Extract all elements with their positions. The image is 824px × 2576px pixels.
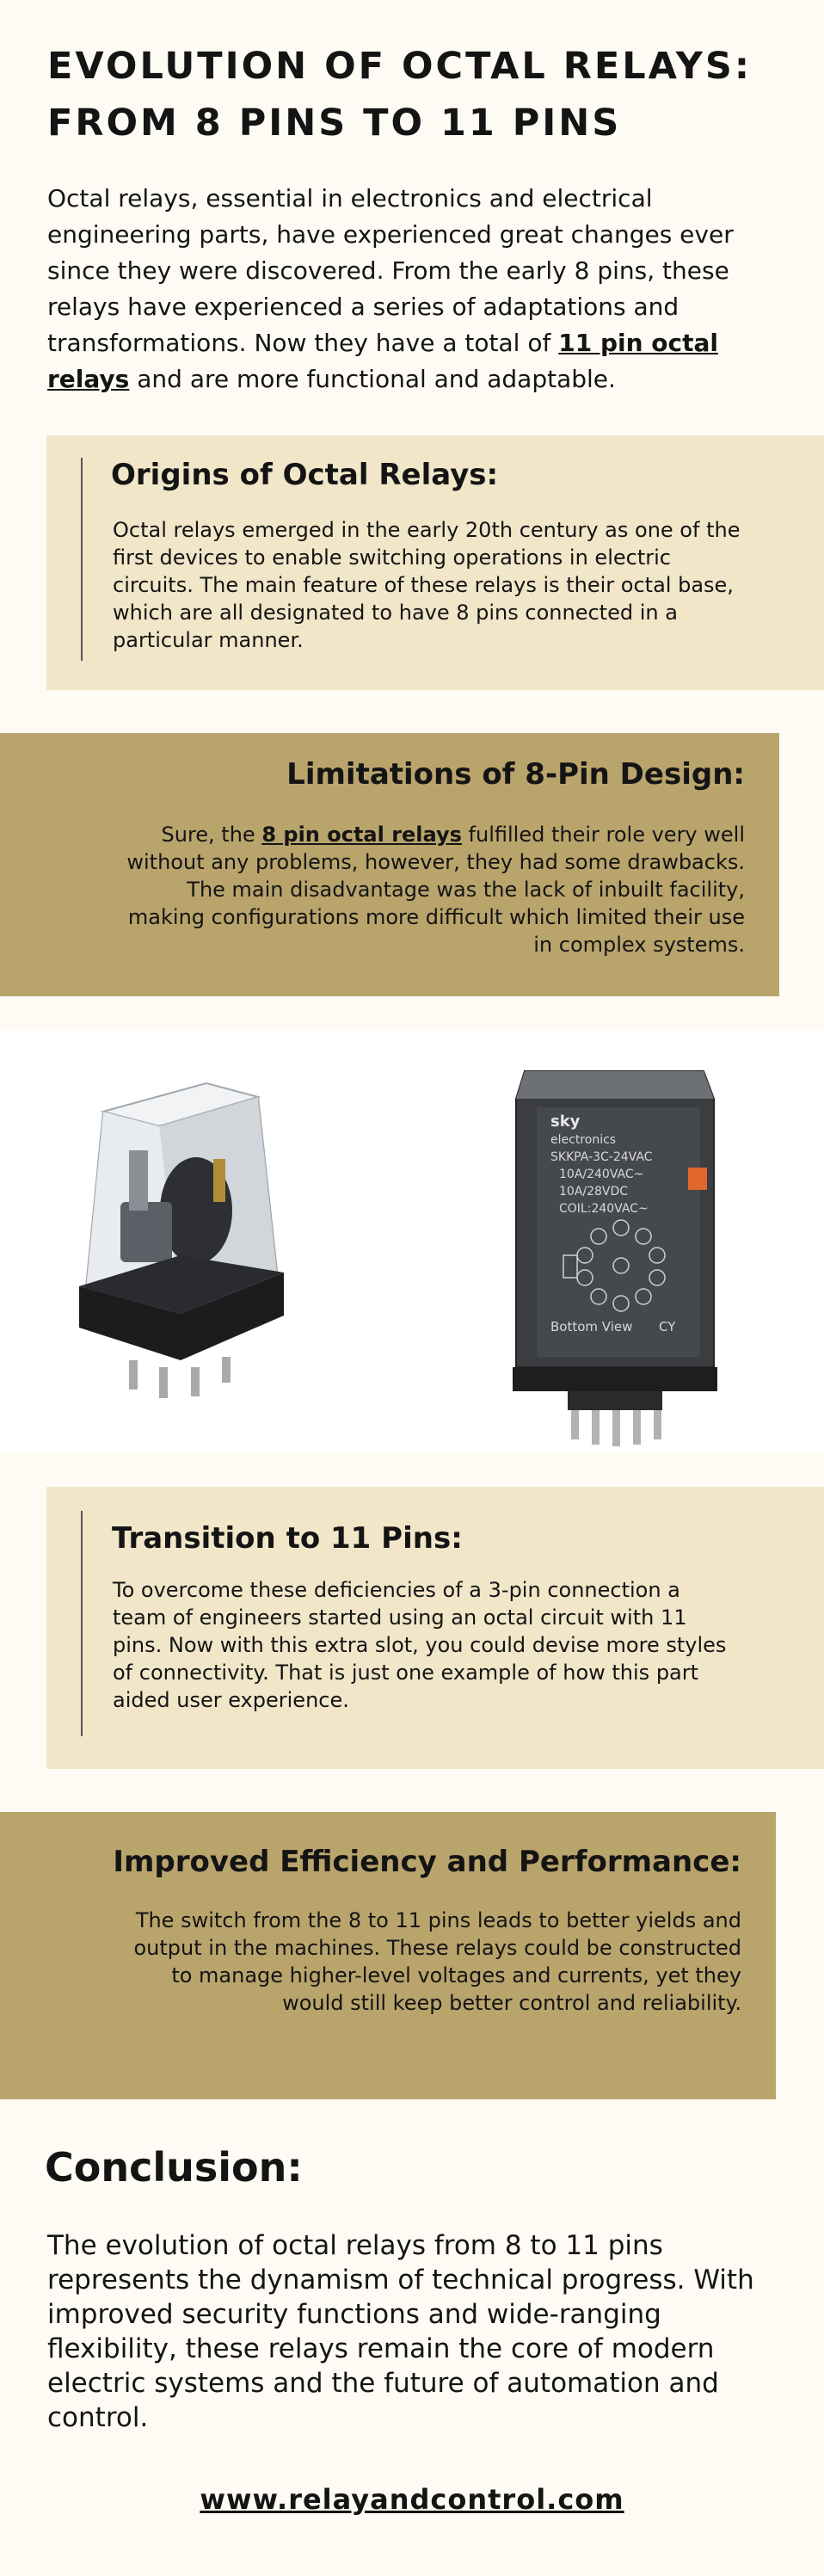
website-link[interactable]: www.relayandcontrol.com [200,2483,624,2516]
conclusion-text: The evolution of octal relays from 8 to 11 pins represents the dynamism of technical progress. With improved security functions and wide-ranging flexibility, these relays remain the core of modern electric systems and the future of automation and control. [47,2230,754,2433]
relay-label-line4: 10A/28VDC [559,1185,629,1199]
intro-paragraph [47,181,787,397]
relay-label-line3: 10A/240VAC~ [559,1168,644,1181]
relay-label-line5: COIL:240VAC~ [559,1202,649,1216]
origins-text: Octal relays emerged in the early 20th century as one of the first devices to enable switching operations in electric circuits. The main feature of these relays is their octal base, which are all designated to have 8 pins connected in a particular manner. [113,518,741,652]
transition-divider [81,1511,83,1736]
origins-heading: Origins of Octal Relays: [111,458,499,492]
conclusion-heading: Conclusion: [45,2144,303,2191]
page-title: EVOLUTION OF OCTAL RELAYS: FROM 8 PINS TO 11 PINS [47,45,753,145]
intro-text-start: Octal relays, essential in electronics and electrical engineering parts, have experienced great changes ever since they were discovered. From the early 8 pins, these relays have experienced a series of adaptations and transformations. Now they have a total of [47,184,734,357]
8-pin-relays-link[interactable]: 8 pin octal relays [261,823,462,847]
relay-label-cy: CY [659,1319,676,1334]
relay-label-line1: electronics [550,1133,617,1147]
relay-label-brand: sky [550,1112,581,1131]
limitations-text [117,821,745,958]
efficiency-heading: Improved Efficiency and Performance: [113,1845,741,1879]
transition-heading: Transition to 11 Pins: [112,1521,463,1556]
relay-label-line2: SKKPA-3C-24VAC [550,1150,653,1164]
limitations-text-end: fulfilled their role very well without any problems, however, they had some drawbacks. The main disadvantage was the lack of inbuilt facility, making configurations more difficult which limited their use in complex systems. [126,823,745,957]
limitations-text-start: Sure, the [161,823,262,847]
relay-images [0,1030,824,1453]
relay-illustrations [0,1030,824,1453]
origins-divider [81,458,83,661]
11-pin-relay-image [513,1071,717,1446]
transition-text: To overcome these deficiencies of a 3-pin connection a team of engineers started using an octal circuit with 11 pins. Now with this extra slot, you could devise more styles of connectivity. That is just one example of how this part aided user experience. [113,1578,727,1712]
intro-text-end: and are more functional and adaptable. [129,365,616,393]
11-pin-relays-link[interactable]: 11 pin octal relays [47,329,718,393]
clear-relay-image [79,1083,284,1398]
limitations-heading: Limitations of 8-Pin Design: [286,757,745,792]
efficiency-text: The switch from the 8 to 11 pins leads to better yields and output in the machines. These relays could be constructed to manage higher-level voltages and currents, yet they would still keep better control and reliability. [133,1908,741,2015]
relay-label-bottom: Bottom View [550,1319,633,1334]
